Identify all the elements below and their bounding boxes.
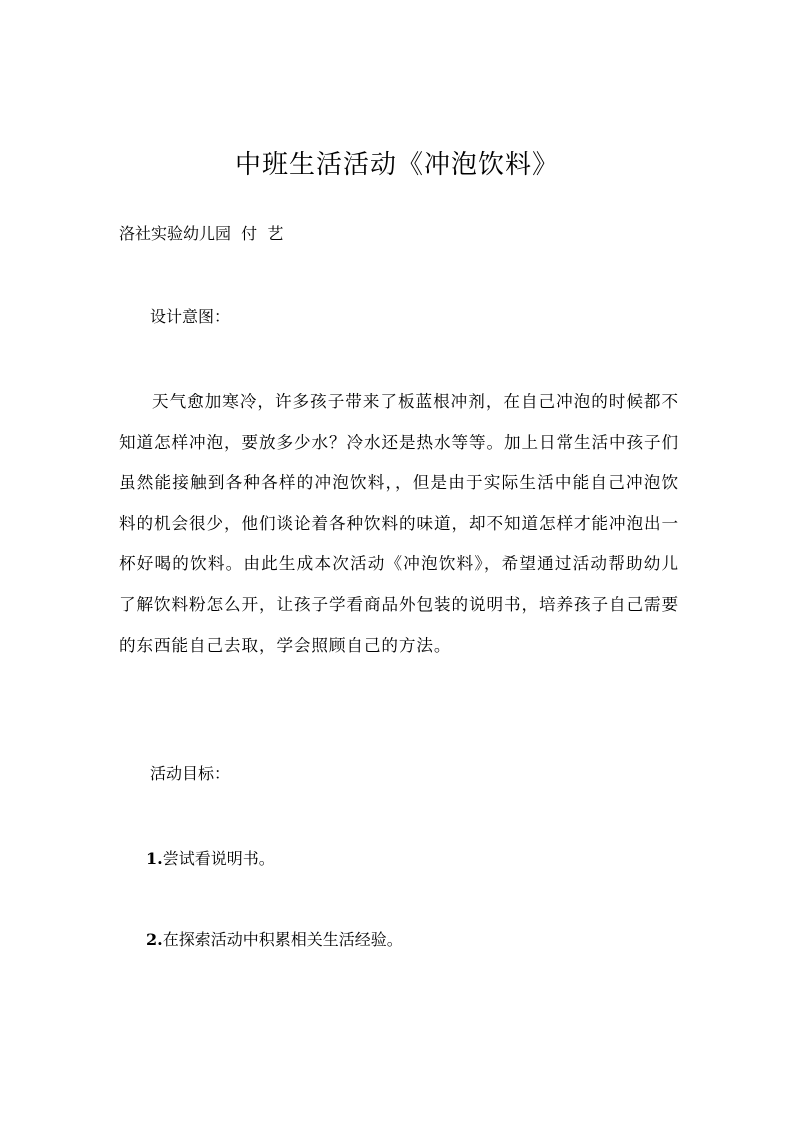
goal-number: 1. xyxy=(146,849,163,868)
goal-text: 尝试看说明书。 xyxy=(162,849,275,868)
author-line: 洛社实验幼儿园 付 艺 xyxy=(119,224,284,243)
goal-item xyxy=(146,926,403,954)
activity-goals-heading: 活动目标： xyxy=(150,764,231,783)
design-intent-heading: 设计意图： xyxy=(150,307,231,326)
design-intent-paragraph: 天气愈加寒冷，许多孩子带来了板蓝根冲剂，在自己冲泡的时候都不知道怎样冲泡，要放多少水？冷水还是热水等等。加上日常生活中孩子们虽然能接触到各种各样的冲泡饮料，，但是由于实际生活中能自己冲泡饮料的机会很少，他们谈论着各种饮料的味道，却不知道怎样才能冲泡出一杯好喝的饮料。由此生成本次活动《冲泡饮料》，希望通过活动帮助幼儿了解饮料粉怎么开，让孩子学看商品外包装的说明书，培养孩子自己需要的东西能自己去取，学会照顾自己的方法。 xyxy=(119,392,679,655)
goal-text: 在探索活动中积累相关生活经验。 xyxy=(162,930,403,949)
document-title: 中班生活活动《冲泡饮料》 xyxy=(234,150,559,180)
goal-number: 2. xyxy=(146,930,163,949)
goal-item xyxy=(146,845,275,873)
